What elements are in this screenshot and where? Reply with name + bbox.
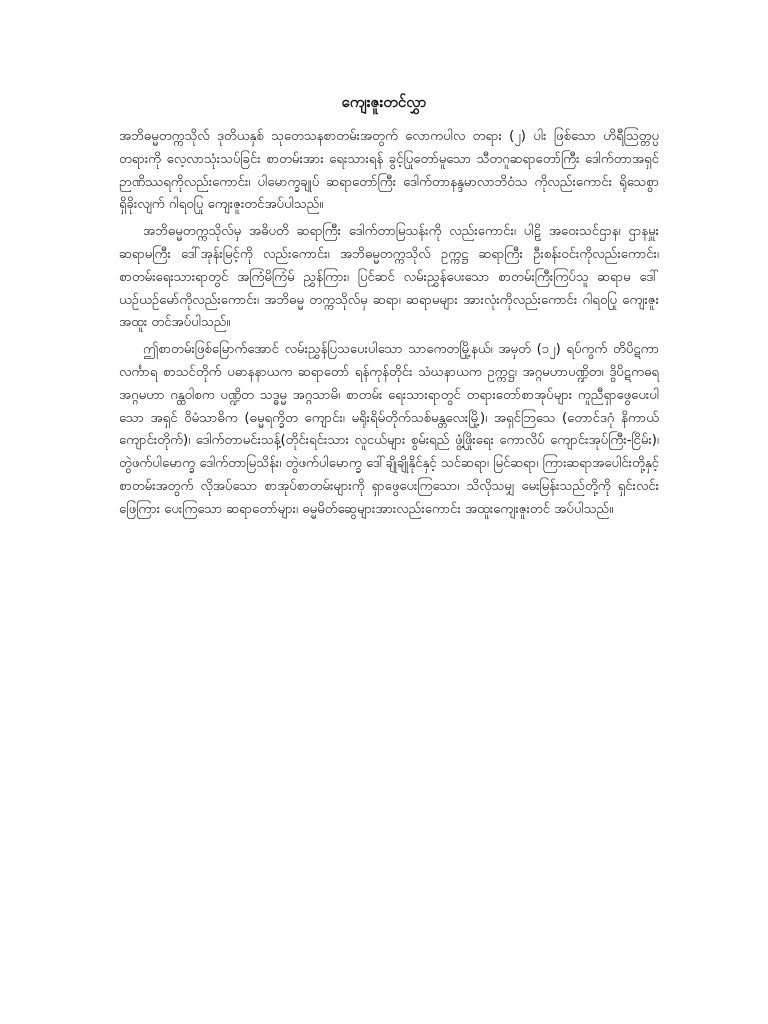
page-title: ကျေးဇူးတင်လွှာ <box>341 93 427 111</box>
paragraph-1: အဘိဓမ္မတက္ကသိုလ် ဒုတိယနှစ် သုတေသနစာတမ်းအတွက် လောကပါလ တရား (၂) ပါး ဖြစ်သော ဟိရီသြတ္တပ္ပတရားကို လေ့လာသုံးသပ်ခြင်း စာတမ်းအား ရေးသားရန် ခွင့်ပြုတော်မူသော သီတဂူဆရာတော်ကြီး ဒေါက်တာအရှင် ဉာဏိဿရကိုလည်းကောင်း၊ ပါမောက္ခချုပ် ဆရာတော်ကြီး ဒေါက်တာနန္ဒမာလာဘိဝံသ ကိုလည်းကောင်း ရိုသေစွာ ရှိခိုးလျက် ဂါရဝပြု ကျေးဇူးတင်အပ်ပါသည်။ <box>119 129 659 213</box>
paragraph-3: ဤစာတမ်းဖြစ်မြောက်အောင် လမ်းညွှန်ပြသပေးပါသော သာကေတမြို့နယ်၊ အမှတ် (၁၂) ရပ်ကွက် တိပိဋကာလင်္ကာရ စာသင်တိုက် ပဓာနနာယက ဆရာတော် ရန်ကုန်တိုင်း သံဃနာယက ဥက္ကဋ္ဌ၊ အဂ္ဂမဟာပဏ္ဍိတ၊ ဒွိပိဋကဓရ အဂ္ဂမဟာ ဂန္ထဝါစက ပဏ္ဍိတ သဒ္ဓမ္မ အဂ္ဂသာမိ၊ စာတမ်း ရေးသားရာတွင် တရားတော်စာအုပ်များ ကူညီရှာဖွေပေးပါသော အရှင် ဝိမံသာဓိက (ဓမ္မရက္ခိတ ကျောင်း၊ မရိုးရိမ်တိုက်သစ်မန္တလေးမြို့)၊ အရှင်ဘြသေ (တောင်ဒဂုံ နိကာယ်ကျောင်းတိုက်)၊ ဒေါက်တာမင်းသန့်(တိုင်းရင်းသား လူငယ်များ စွမ်းရည် ဖွံ့ဖြိုးရေး ကောလိပ် ကျောင်းအုပ်ကြီး-ငြိမ်း)၊ တွဲဖက်ပါမောက္ခ ဒေါက်တာမြသိန်း၊ တွဲဖက်ပါမောက္ခ ဒေါ်ချိုချိုနိုင်နှင့် သင်ဆရာ၊ မြင်ဆရာ၊ ကြားဆရာအပေါင်းတို့နှင့် စာတမ်းအတွက် လိုအပ်သော စာအုပ်စာတမ်းများကို ရှာဖွေပေးကြသော၊ သိလိုသမျှ မေးမြန်းသည်တို့ကို ရှင်းလင်းဖြေကြား ပေးကြသော ဆရာတော်များ၊ ဓမ္မမိတ်ဆွေများအားလည်းကောင်း အထူးကျေးဇူးတင် အပ်ပါသည်။ <box>119 342 659 517</box>
document-body <box>119 126 659 526</box>
paragraph-2: အဘိဓမ္မတက္ကသိုလ်မှ အဓိပတိ ဆရာကြီး ဒေါက်တာမြသန်းကို လည်းကောင်း၊ ပါဠိ အဝေးသင်ဌာန၊ ဌာနမှူး ဆရာမကြီး ဒေါ်အုန်းမြင့်ကို လည်းကောင်း၊ အဘိဓမ္မတက္ကသိုလ် ဥက္ကဋ္ဌ ဆရာကြီး ဦးစန်းဝင်းကိုလည်းကောင်း၊ စာတမ်းရေးသားရာတွင် အကြံမိကြံမ် ညွှန်ကြား၊ ပြင်ဆင် လမ်းညွှန်ပေးသော စာတမ်းကြီးကြပ်သူ ဆရာမ ဒေါ်ယဉ်ယဉ်မော်ကိုလည်းကောင်း၊ အဘိဓမ္မ တက္ကသိုလ်မှ ဆရာ၊ ဆရာမများ အားလုံးကိုလည်းကောင်း ဂါရဝပြု ကျေးဇူး အထူး တင်အပ်ပါသည်။ <box>119 224 659 331</box>
